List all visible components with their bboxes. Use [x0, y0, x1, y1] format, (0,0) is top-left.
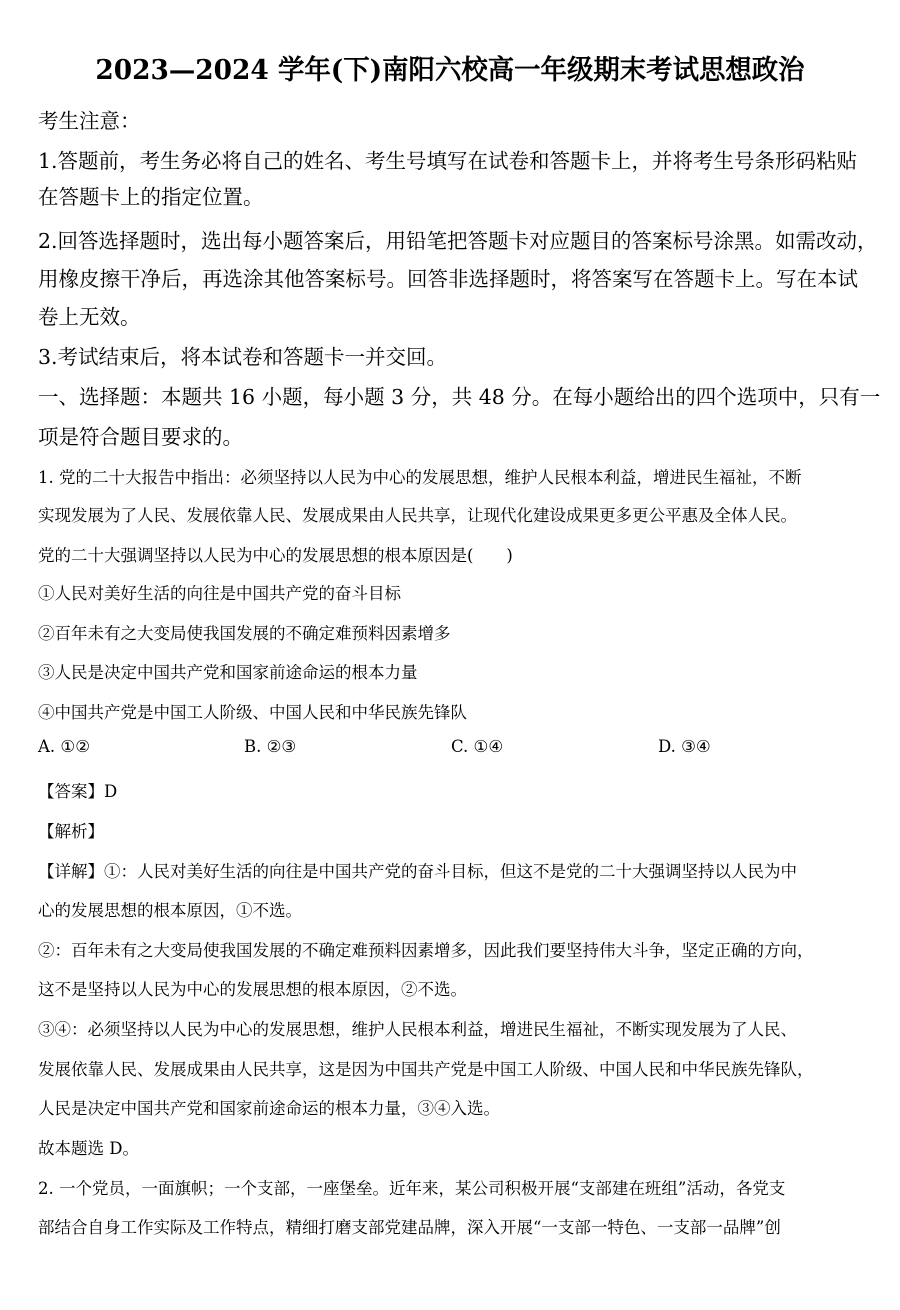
q1-detail-line-1: 【详解】①：人民对美好生活的向往是中国共产党的奋斗目标，但这不是党的二十大强调坚持以人民为中 [38, 862, 797, 881]
q1-detail-line-5: ③④：必须坚持以人民为中心的发展思想，维护人民根本利益，增进民生福祉，不断实现发展为了人民、 [38, 1020, 797, 1039]
q1-options [38, 737, 858, 763]
section-heading-line-2: 项是符合题目要求的。 [38, 425, 243, 449]
notice-item-3: 3.考试结束后，将本试卷和答题卡一并交回。 [38, 345, 448, 369]
q1-stem-line-3: 党的二十大强调坚持以人民为中心的发展思想的根本原因是( ) [38, 546, 513, 565]
q1-detail-line-3: ②：百年未有之大变局使我国发展的不确定难预料因素增多，因此我们要坚持伟大斗争，坚定正确的方向， [38, 941, 814, 960]
q1-statement-2: ②百年未有之大变局使我国发展的不确定难预料因素增多 [38, 624, 451, 643]
q1-option-a: A. ①② [38, 737, 90, 756]
q1-option-c: C. ①④ [451, 737, 504, 756]
q1-detail-line-6: 发展依靠人民、发展成果由人民共享，这是因为中国共产党是中国工人阶级、中国人民和中华民族先锋队， [38, 1060, 814, 1079]
notice-item-2-line-2: 用橡皮擦干净后，再选涂其他答案标号。回答非选择题时，将答案写在答题卡上。写在本试 [38, 267, 858, 291]
notice-item-2-line-3: 卷上无效。 [38, 305, 141, 329]
notice-item-2-line-1: 2.回答选择题时，选出每小题答案后，用铅笔把答题卡对应题目的答案标号涂黑。如需改动， [38, 229, 878, 253]
section-heading-line-1: 一、选择题：本题共 16 小题，每小题 3 分，共 48 分。在每小题给出的四个选项中，只有一 [38, 385, 881, 409]
q1-statement-4: ④中国共产党是中国工人阶级、中国人民和中华民族先锋队 [38, 703, 467, 722]
q1-analysis-heading: 【解析】 [38, 822, 104, 841]
notice-item-1-line-1: 1.答题前，考生务必将自己的姓名、考生号填写在试卷和答题卡上，并将考生号条形码粘贴 [38, 149, 858, 173]
q1-stem-line-2: 实现发展为了人民、发展依靠人民、发展成果由人民共享，让现代化建设成果更多更公平惠及全体人民。 [38, 506, 797, 525]
q1-statement-3: ③人民是决定中国共产党和国家前途命运的根本力量 [38, 663, 418, 682]
q1-stem-line-1: 1. 党的二十大报告中指出：必须坚持以人民为中心的发展思想，维护人民根本利益，增进民生福祉，不断 [38, 468, 802, 487]
notice-item-1-line-2: 在答题卡上的指定位置。 [38, 185, 264, 209]
q1-detail-line-2: 心的发展思想的根本原因，①不选。 [38, 901, 302, 920]
q1-detail-line-4: 这不是坚持以人民为中心的发展思想的根本原因，②不选。 [38, 980, 467, 999]
q2-stem-line-1: 2. 一个党员，一面旗帜；一个支部，一座堡垒。近年来，某公司积极开展“支部建在班组”活动，各党支 [38, 1179, 786, 1198]
q2-stem-line-2: 部结合自身工作实际及工作特点，精细打磨支部党建品牌，深入开展“一支部一特色、一支部一品牌”创 [38, 1218, 781, 1237]
notice-heading: 考生注意： [38, 109, 141, 133]
q1-answer: 【答案】D [38, 782, 118, 801]
q1-detail-line-7: 人民是决定中国共产党和国家前途命运的根本力量，③④入选。 [38, 1099, 500, 1118]
q1-option-b: B. ②③ [244, 737, 297, 756]
q1-statement-1: ①人民对美好生活的向往是中国共产党的奋斗目标 [38, 584, 401, 603]
q1-conclusion: 故本题选 D。 [38, 1139, 139, 1158]
exam-title: 2023—2024 学年(下)南阳六校高一年级期末考试思想政治 [95, 55, 805, 86]
q1-option-d: D. ③④ [658, 737, 711, 756]
